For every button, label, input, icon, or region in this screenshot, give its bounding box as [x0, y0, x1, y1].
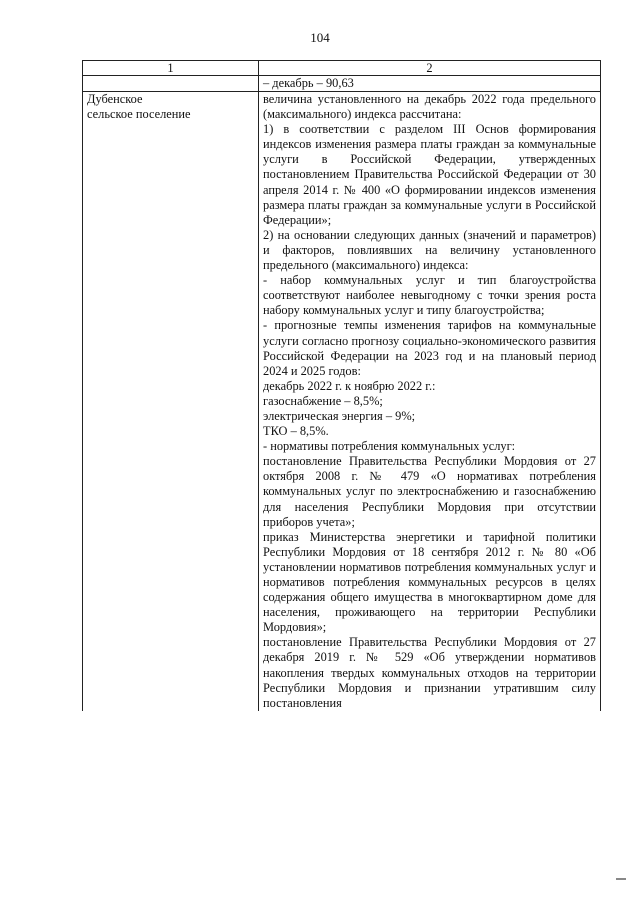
paragraph-intro: величина установленного на декабрь 2022 года предельного (максимального) индекса рассчитана: [263, 92, 596, 122]
table-header-row [83, 61, 601, 76]
paragraph-order-80: приказ Министерства энергетики и тарифной политики Республики Мордовия от 18 сентября 2012 г. № 80 «Об установлении нормативов потребления коммунальных услуг и нормативов потребления коммунальных ресурсов в целях содержания общего имущества в многоквартирном доме для населения, проживающего на территории Республики Мордовия»; [263, 529, 596, 635]
paragraph-waste-rate: ТКО – 8,5%. [263, 424, 329, 439]
index-description-cell [259, 92, 601, 711]
paragraph-services-set: - набор коммунальных услуг и тип благоустройства соответствуют наиболее невыгодному с точки зрения роста набору коммунальных услуг и типу благоустройства; [263, 273, 596, 318]
settlement-name: Дубенское сельское поселение [83, 92, 259, 711]
paragraph-electricity-rate: электрическая энергия – 9%; [263, 408, 416, 423]
page-number: 104 [310, 30, 330, 45]
paragraph-tariff-forecast: - прогнозные темпы изменения тарифов на коммунальные услуги согласно прогнозу социально-экономического развития Российской Федерации на 2023 год и на плановый период 2024 и 2025 годов: [263, 318, 596, 378]
continuation-row [83, 76, 601, 92]
paragraph-basis-1: 1) в соответствии с разделом III Основ формирования индексов изменения размера платы граждан за коммунальные услуги в Российской Федерации, утвержденных постановлением Правительства Российской Федерации от 30 апреля 2014 г. № 400 «О формировании индексов изменения размера платы граждан за коммунальные услуги в Российской Федерации»; [263, 122, 596, 227]
scan-edge-mark [616, 878, 626, 880]
column-number-1: 1 [83, 61, 259, 76]
paragraph-norms-heading: - нормативы потребления коммунальных услуг: [263, 439, 516, 454]
tariff-index-table [82, 60, 601, 711]
paragraph-basis-2: 2) на основании следующих данных (значений и параметров) и факторов, повлиявших на величину установленного предельного (максимального) индекса: [263, 227, 596, 273]
paragraph-resolution-529: постановление Правительства Республики Мордовия от 27 декабря 2019 г. № 529 «Об утверждении нормативов накопления твердых коммунальных отходов на территории Республики Мордовия и признании утратившим силу постановления [263, 635, 596, 710]
continuation-text: – декабрь – 90,63 [259, 76, 601, 92]
paragraph-resolution-479: постановление Правительства Республики Мордовия от 27 октября 2008 г. № 479 «О нормативах потребления коммунальных услуг по электроснабжению и газоснабжению для населения Республики Мордовия при отсутствии приборов учета»; [263, 454, 596, 529]
continuation-empty-cell [83, 76, 259, 92]
paragraph-period: декабрь 2022 г. к ноябрю 2022 г.: [263, 378, 436, 393]
paragraph-gas-rate: газоснабжение – 8,5%; [263, 393, 383, 408]
column-number-2: 2 [259, 61, 601, 76]
table-row [83, 92, 601, 711]
